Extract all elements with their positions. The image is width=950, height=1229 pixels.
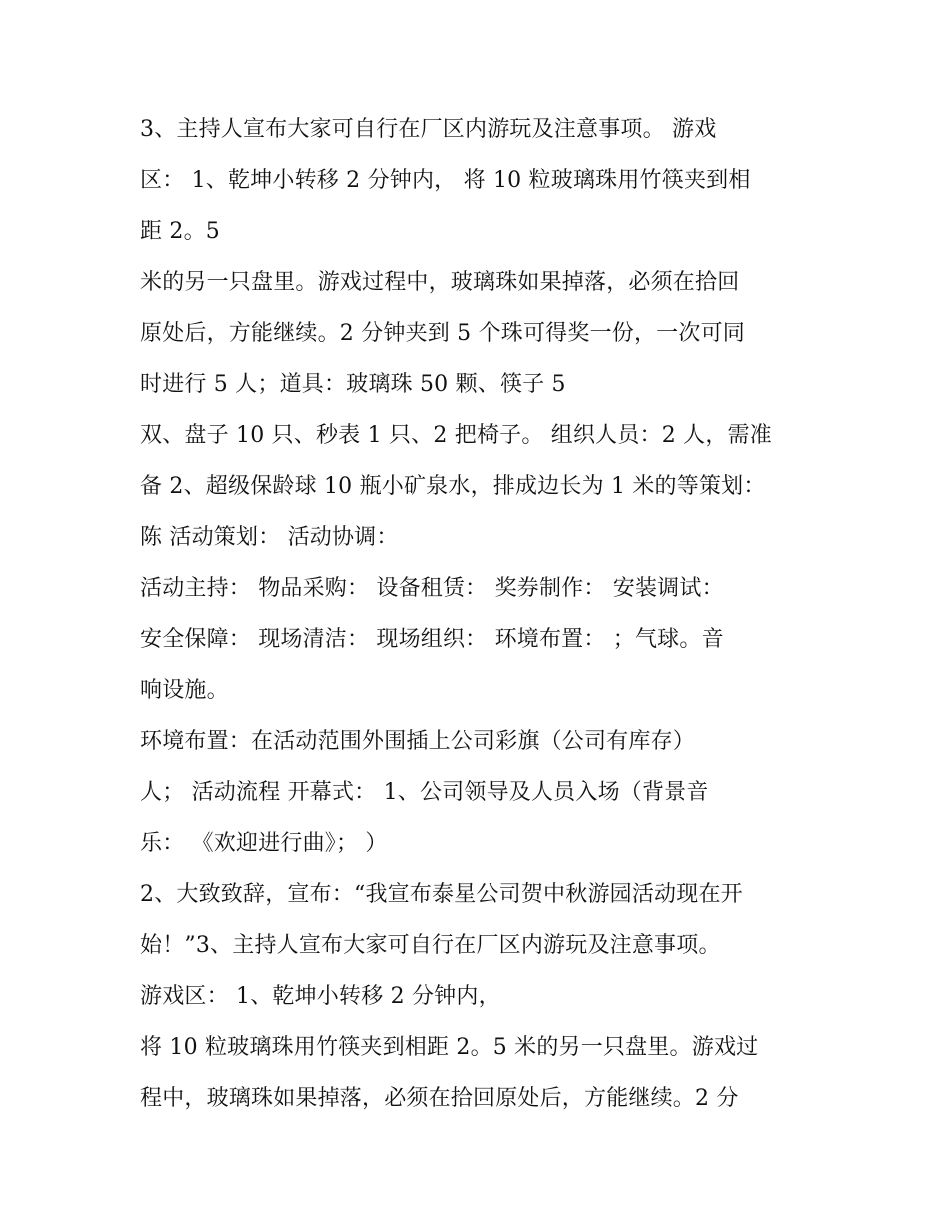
text-line: 乐： 《欢迎进行曲》； ） <box>140 831 388 856</box>
text-line: 2、大致致辞，宣布：“我宣布泰星公司贺中秋游园活动现在开 <box>140 882 743 907</box>
text-line: 区： 1、乾坤小转移 2 分钟内， 将 10 粒玻璃珠用竹筷夹到相 <box>140 168 751 193</box>
text-line: 始！”3、主持人宣布大家可自行在厂区内游玩及注意事项。 <box>140 933 721 958</box>
text-line: 时进行 5 人；道具：玻璃珠 50 颗、筷子 5 <box>140 372 566 397</box>
text-line: 备 2、超级保龄球 10 瓶小矿泉水，排成边长为 1 米的等策划： <box>140 474 766 499</box>
text-line: 陈 活动策划： 活动协调： <box>140 525 399 550</box>
text-line: 将 10 粒玻璃珠用竹筷夹到相距 2。5 米的另一只盘里。游戏过 <box>140 1035 759 1060</box>
text-line: 人； 活动流程 开幕式： 1、公司领导及人员入场（背景音 <box>140 780 709 805</box>
body-text <box>140 104 830 1124</box>
text-line: 响设施。 <box>140 678 229 703</box>
text-line: 安全保障： 现场清洁： 现场组织： 环境布置： ；气球。音 <box>140 627 724 652</box>
text-line: 程中，玻璃珠如果掉落，必须在拾回原处后，方能继续。2 分 <box>140 1086 739 1111</box>
text-line: 米的另一只盘里。游戏过程中，玻璃珠如果掉落，必须在拾回 <box>140 270 740 295</box>
text-line: 双、盘子 10 只、秒表 1 只、2 把椅子。 组织人员：2 人，需准 <box>140 423 772 448</box>
text-line: 距 2。5 <box>140 219 220 244</box>
text-line: 活动主持： 物品采购： 设备租赁： 奖券制作： 安装调试： <box>140 576 724 601</box>
text-line: 原处后，方能继续。2 分钟夹到 5 个珠可得奖一份，一次可同 <box>140 321 745 346</box>
text-line: 环境布置：在活动范围外围插上公司彩旗（公司有库存） <box>140 729 696 754</box>
text-line: 3、主持人宣布大家可自行在厂区内游玩及注意事项。 游戏 <box>140 117 717 142</box>
text-line: 游戏区： 1、乾坤小转移 2 分钟内， <box>140 984 501 1009</box>
